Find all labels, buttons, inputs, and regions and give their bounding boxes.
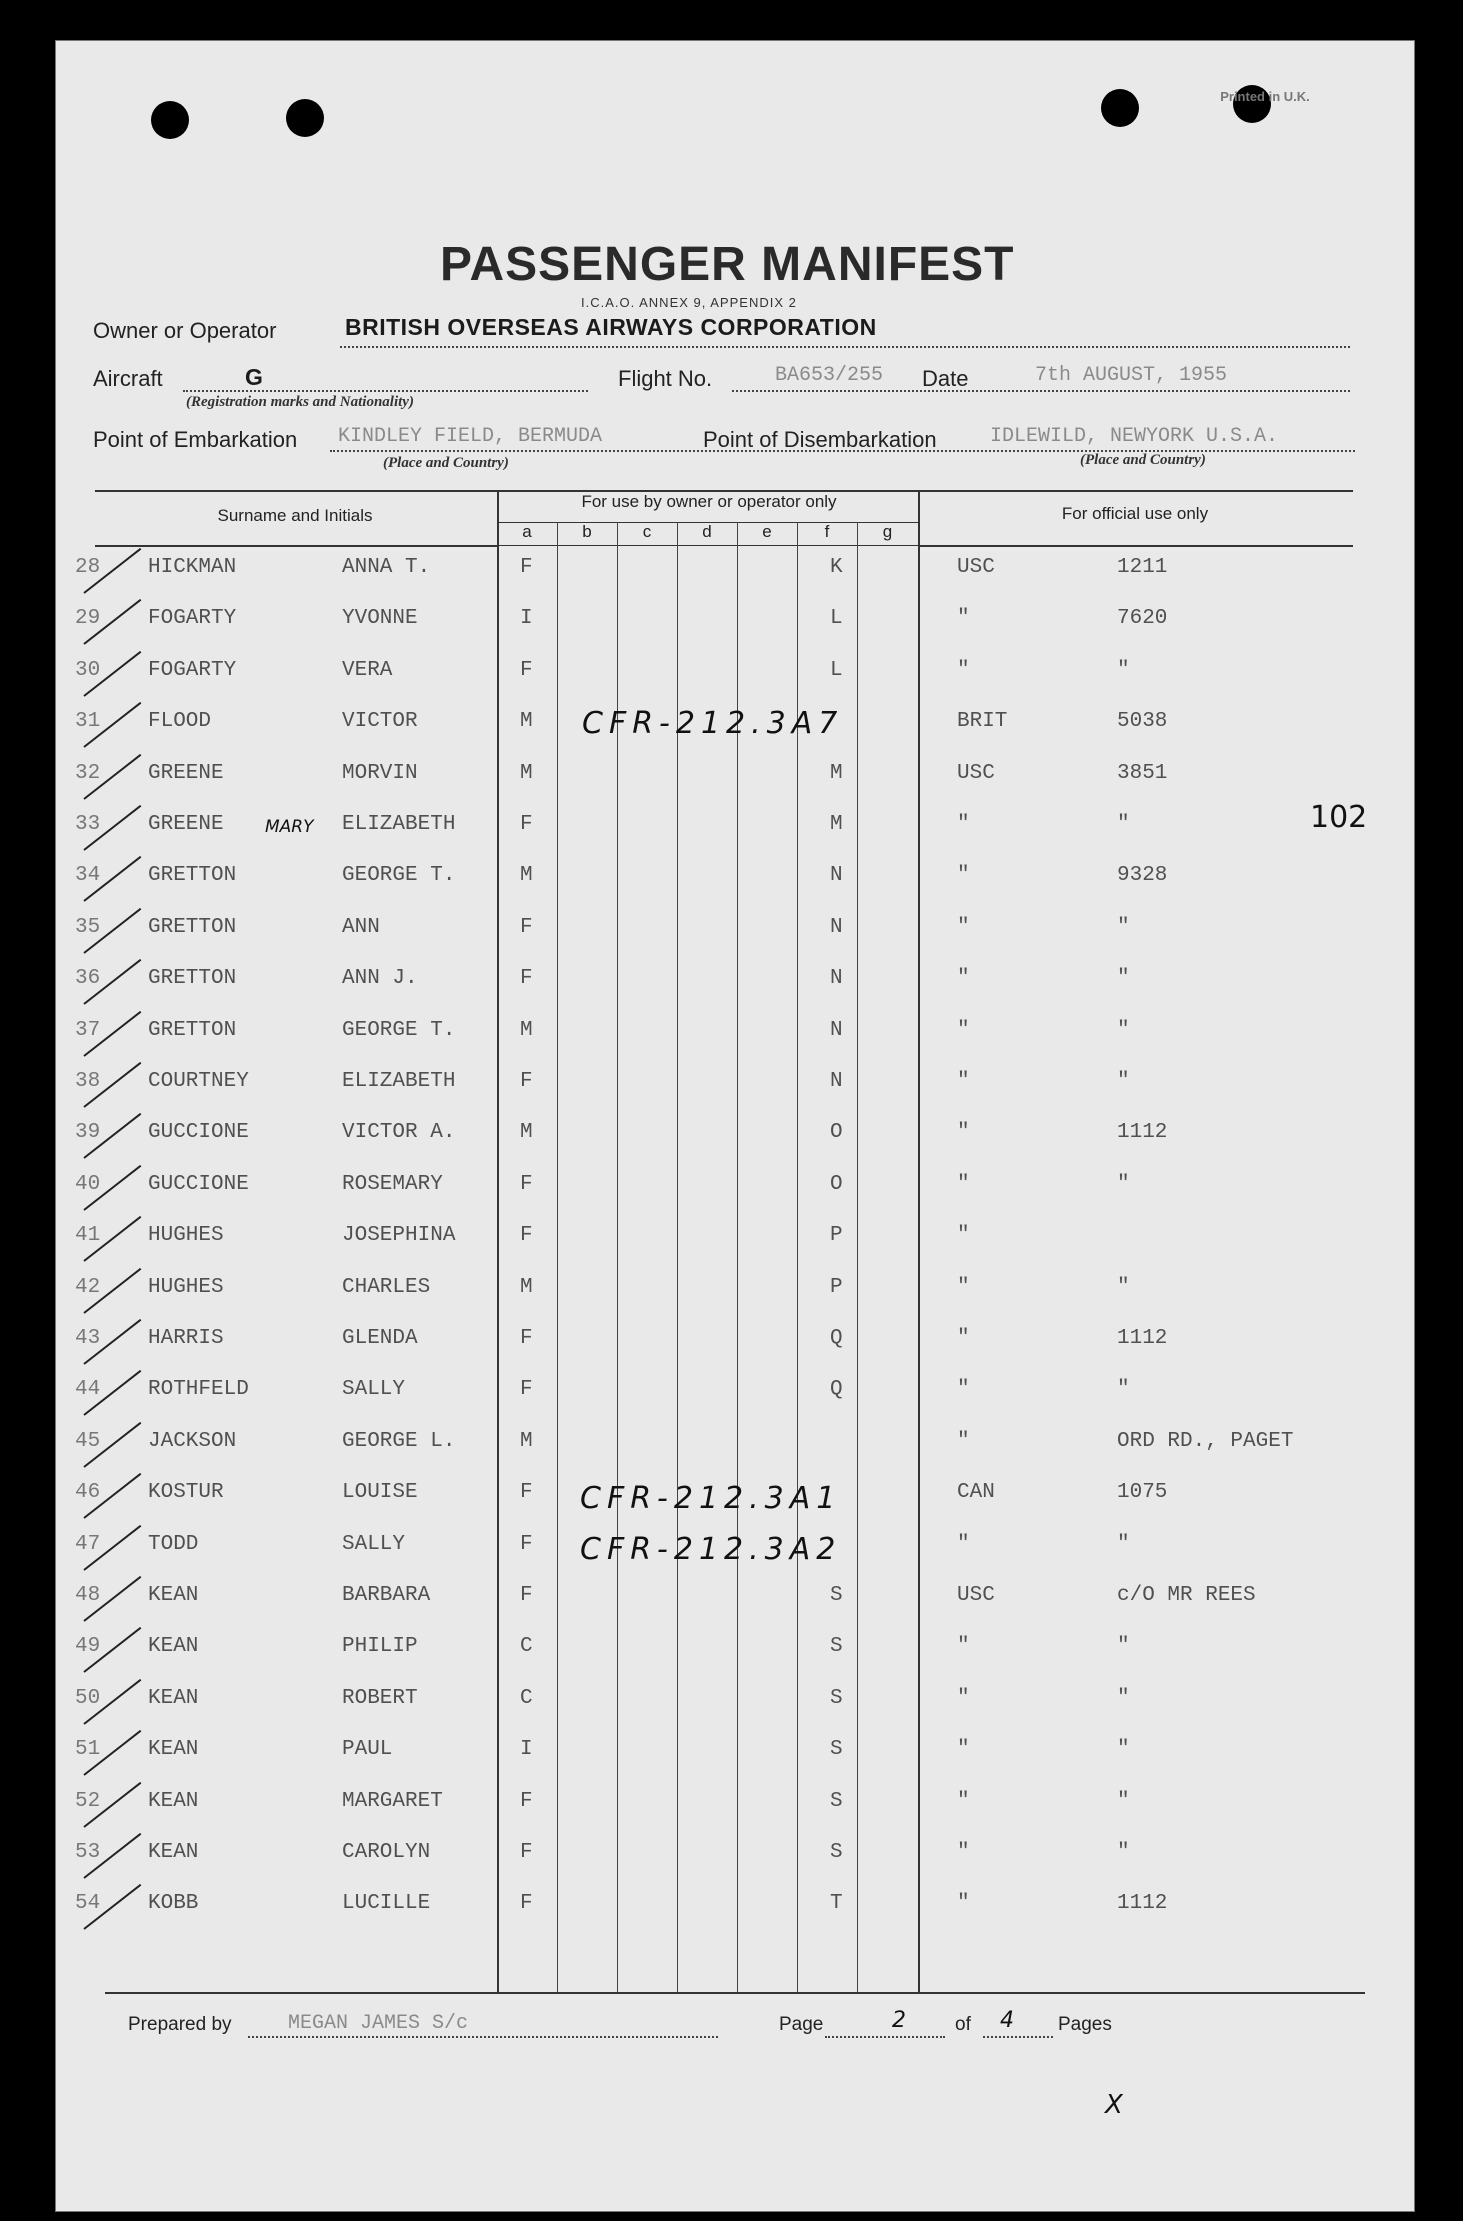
row-surname: GREENE [148,813,224,836]
row-official-2: 9328 [1117,864,1168,887]
row-official-1: USC [957,762,995,785]
row-number: 41 [75,1224,101,1247]
row-official-2: " [1117,916,1130,939]
col-letter-e: e [762,522,772,541]
handwritten-cfr-kostur: CFR-212.3A1 [580,1481,842,1516]
row-official-2: " [1117,1019,1130,1042]
row-number: 48 [75,1584,101,1607]
row-given-name: GEORGE L. [342,1430,456,1453]
row-official-2: " [1117,1070,1130,1093]
row-given-name: SALLY [342,1533,406,1556]
row-number: 47 [75,1533,101,1556]
handwritten-cfr-todd: CFR-212.3A2 [580,1532,842,1567]
row-sex: F [520,967,533,990]
row-surname: GREENE [148,762,224,785]
row-official-1: " [957,1841,970,1864]
row-surname: GRETTON [148,864,237,887]
row-official-1: " [957,1327,970,1350]
row-official-2: " [1117,1790,1130,1813]
row-number: 30 [75,659,101,682]
row-official-2: " [1117,1173,1130,1196]
table-row [0,1635,1463,1686]
table-row [0,1378,1463,1429]
row-given-name: ELIZABETH [342,813,456,836]
row-official-1: " [957,813,970,836]
row-given-name: ANN J. [342,967,418,990]
place-note-1: (Place and Country) [383,455,509,471]
table-row [0,967,1463,1018]
row-number: 29 [75,607,101,630]
embark-label: Point of Embarkation [93,427,298,452]
row-code-f: S [830,1584,843,1607]
owner-value: BRITISH OVERSEAS AIRWAYS CORPORATION [345,314,877,340]
row-given-name: ELIZABETH [342,1070,456,1093]
row-given-name: CHARLES [342,1276,431,1299]
row-official-2: ORD RD., PAGET [1117,1430,1294,1453]
row-sex: F [520,1533,533,1556]
row-given-name: LUCILLE [342,1892,431,1915]
row-sex: C [520,1687,533,1710]
row-number: 37 [75,1019,101,1042]
row-sex: F [520,1327,533,1350]
row-sex: F [520,556,533,579]
row-surname: ROTHFELD [148,1378,249,1401]
row-code-f: K [830,556,843,579]
letters-rule-bottom [497,545,918,546]
table-row [0,1173,1463,1224]
row-sex: M [520,1276,533,1299]
date-value: 7th AUGUST, 1955 [1035,364,1228,387]
row-surname: COURTNEY [148,1070,249,1093]
date-label: Date [922,366,969,391]
row-official-1: BRIT [957,710,1008,733]
row-sex: M [520,762,533,785]
row-official-1: " [957,1738,970,1761]
page-side-number: 102 [1310,800,1368,835]
row-sex: I [520,1738,533,1761]
aircraft-value: G [245,364,264,390]
row-number: 34 [75,864,101,887]
row-number: 33 [75,813,101,836]
row-given-name: GEORGE T. [342,864,456,887]
row-sex: F [520,1841,533,1864]
row-given-name: ROSEMARY [342,1173,443,1196]
row-sex: F [520,1070,533,1093]
row-official-1: " [957,659,970,682]
row-official-2: 3851 [1117,762,1168,785]
row-official-1: " [957,1892,970,1915]
row-number: 36 [75,967,101,990]
punch-hole [151,101,189,139]
row-official-2: " [1117,1378,1130,1401]
handwritten-mary: MARY [265,817,314,837]
row-sex: F [520,1584,533,1607]
row-surname: GUCCIONE [148,1173,249,1196]
row-surname: FOGARTY [148,659,237,682]
row-number: 50 [75,1687,101,1710]
row-given-name: ANNA T. [342,556,431,579]
row-official-2: 7620 [1117,607,1168,630]
row-official-2: " [1117,659,1130,682]
row-surname: GRETTON [148,967,237,990]
table-row [0,1584,1463,1635]
row-code-f: N [830,916,843,939]
row-number: 40 [75,1173,101,1196]
row-official-1: " [957,916,970,939]
row-code-f: L [830,607,843,630]
row-code-f: L [830,659,843,682]
row-given-name: YVONNE [342,607,418,630]
row-official-1: " [957,1430,970,1453]
row-sex: F [520,1481,533,1504]
row-given-name: VERA [342,659,393,682]
table-row [0,556,1463,607]
row-sex: F [520,659,533,682]
disembark-label: Point of Disembarkation [703,427,937,452]
handwritten-x: X [1105,2090,1123,2120]
row-sex: M [520,1019,533,1042]
row-code-f: S [830,1841,843,1864]
row-number: 44 [75,1378,101,1401]
total-line [983,2036,1053,2038]
table-row [0,1790,1463,1841]
table-bottom-rule [105,1992,1365,1994]
page-total: 4 [1000,2008,1014,2033]
col-letter-c: c [642,522,652,541]
row-code-f: O [830,1121,843,1144]
row-number: 46 [75,1481,101,1504]
table-row [0,1841,1463,1892]
row-code-f: M [830,762,843,785]
row-code-f: N [830,864,843,887]
row-number: 49 [75,1635,101,1658]
row-given-name: PHILIP [342,1635,418,1658]
official-use-header: For official use only [1061,504,1209,523]
row-code-f: S [830,1687,843,1710]
row-surname: KEAN [148,1790,199,1813]
row-sex: I [520,607,533,630]
row-official-2: 1112 [1117,1327,1168,1350]
row-number: 54 [75,1892,101,1915]
row-surname: KEAN [148,1687,199,1710]
row-official-2: " [1117,1635,1130,1658]
place-note-2: (Place and Country) [1080,452,1206,468]
table-row [0,1276,1463,1327]
row-number: 42 [75,1276,101,1299]
row-sex: M [520,710,533,733]
row-surname: GRETTON [148,1019,237,1042]
row-official-1: " [957,1019,970,1042]
table-row [0,864,1463,915]
row-official-1: " [957,1378,970,1401]
punch-hole [1101,89,1139,127]
registration-note: (Registration marks and Nationality) [186,394,414,410]
row-given-name: MORVIN [342,762,418,785]
row-sex: F [520,916,533,939]
row-official-1: " [957,1070,970,1093]
table-row [0,916,1463,967]
row-code-f: M [830,813,843,836]
table-row [0,1070,1463,1121]
aircraft-label: Aircraft [93,366,163,391]
row-code-f: T [830,1892,843,1915]
row-official-2: 1075 [1117,1481,1168,1504]
handwritten-cfr-flood: CFR-212.3A7 [582,706,844,741]
row-surname: KEAN [148,1738,199,1761]
row-official-2: " [1117,1533,1130,1556]
punch-hole [286,99,324,137]
row-surname: KOSTUR [148,1481,224,1504]
row-official-2: " [1117,1841,1130,1864]
row-official-2: " [1117,1738,1130,1761]
owner-use-header: For use by owner or operator only [581,492,837,511]
table-row [0,1327,1463,1378]
row-number: 28 [75,556,101,579]
prepared-label: Prepared by [128,2014,232,2035]
row-given-name: GLENDA [342,1327,418,1350]
row-sex: M [520,1121,533,1144]
row-official-1: " [957,1533,970,1556]
row-official-1: " [957,1173,970,1196]
row-surname: GRETTON [148,916,237,939]
row-number: 53 [75,1841,101,1864]
row-code-f: P [830,1276,843,1299]
row-number: 52 [75,1790,101,1813]
row-surname: FOGARTY [148,607,237,630]
table-row [0,813,1463,864]
table-row [0,607,1463,658]
table-row [0,1121,1463,1172]
col-letter-b: b [582,522,592,541]
row-sex: F [520,813,533,836]
row-official-2: " [1117,813,1130,836]
row-code-f: Q [830,1327,843,1350]
row-number: 39 [75,1121,101,1144]
table-row [0,1224,1463,1275]
row-official-1: " [957,1635,970,1658]
row-official-1: " [957,1687,970,1710]
row-given-name: GEORGE T. [342,1019,456,1042]
row-code-f: S [830,1738,843,1761]
row-official-1: " [957,1224,970,1247]
row-code-f: S [830,1790,843,1813]
of-label: of [955,2014,971,2035]
table-row [0,1892,1463,1943]
col-letter-g: g [882,522,893,541]
row-official-1: " [957,967,970,990]
aircraft-line [183,390,588,392]
row-official-1: " [957,1790,970,1813]
row-given-name: LOUISE [342,1481,418,1504]
row-surname: TODD [148,1533,199,1556]
row-sex: F [520,1224,533,1247]
flight-date-line [732,390,1350,392]
page-subtitle: I.C.A.O. ANNEX 9, APPENDIX 2 [581,295,797,310]
row-number: 31 [75,710,101,733]
owner-line [340,346,1350,348]
row-sex: F [520,1892,533,1915]
row-official-1: " [957,1121,970,1144]
row-given-name: PAUL [342,1738,393,1761]
row-given-name: ROBERT [342,1687,418,1710]
row-given-name: VICTOR A. [342,1121,456,1144]
table-row [0,762,1463,813]
row-number: 32 [75,762,101,785]
row-code-f: N [830,1019,843,1042]
row-official-2: 5038 [1117,710,1168,733]
row-official-1: " [957,864,970,887]
row-code-f: N [830,1070,843,1093]
row-given-name: CAROLYN [342,1841,431,1864]
row-official-1: CAN [957,1481,995,1504]
prepared-line [248,2036,718,2038]
owner-label: Owner or Operator [93,318,277,343]
row-code-f: N [830,967,843,990]
row-surname: FLOOD [148,710,212,733]
row-sex: F [520,1378,533,1401]
row-official-2: 1211 [1117,556,1168,579]
row-official-2: 1112 [1117,1121,1168,1144]
row-sex: F [520,1173,533,1196]
row-surname: KEAN [148,1841,199,1864]
row-number: 43 [75,1327,101,1350]
page-label: Page [779,2014,824,2035]
disembark-value: IDLEWILD, NEWYORK U.S.A. [990,425,1279,448]
row-surname: HARRIS [148,1327,224,1350]
row-official-1: USC [957,1584,995,1607]
row-sex: M [520,864,533,887]
row-official-1: " [957,607,970,630]
header-rule-left [95,545,497,547]
col-letter-f: f [824,522,830,541]
header-rule-right [918,545,1353,547]
surname-header: Surname and Initials [217,506,373,525]
printed-note: Printed in U.K. [1220,89,1310,104]
table-row [0,659,1463,710]
table-row [0,1019,1463,1070]
row-surname: HICKMAN [148,556,237,579]
row-code-f: S [830,1635,843,1658]
row-code-f: P [830,1224,843,1247]
col-letter-d: d [702,522,712,541]
row-official-2: " [1117,1687,1130,1710]
row-official-2: c/O MR REES [1117,1584,1256,1607]
row-number: 45 [75,1430,101,1453]
row-surname: HUGHES [148,1276,224,1299]
row-given-name: SALLY [342,1378,406,1401]
row-sex: C [520,1635,533,1658]
row-surname: GUCCIONE [148,1121,249,1144]
row-sex: F [520,1790,533,1813]
page-line [825,2036,945,2038]
row-sex: M [520,1430,533,1453]
page-number: 2 [892,2008,906,2033]
row-number: 35 [75,916,101,939]
embark-value: KINDLEY FIELD, BERMUDA [338,425,603,448]
row-surname: KOBB [148,1892,199,1915]
row-official-2: " [1117,967,1130,990]
col-letter-a: a [522,522,532,541]
prepared-value: MEGAN JAMES S/c [288,2012,469,2035]
flight-label: Flight No. [618,366,713,391]
table-row [0,1738,1463,1789]
row-number: 51 [75,1738,101,1761]
row-surname: KEAN [148,1584,199,1607]
row-code-f: Q [830,1378,843,1401]
row-code-f: O [830,1173,843,1196]
row-official-2: " [1117,1276,1130,1299]
row-official-1: USC [957,556,995,579]
row-given-name: JOSEPHINA [342,1224,456,1247]
row-given-name: ANN [342,916,380,939]
row-given-name: MARGARET [342,1790,443,1813]
row-surname: JACKSON [148,1430,237,1453]
row-official-1: " [957,1276,970,1299]
row-given-name: BARBARA [342,1584,431,1607]
row-given-name: VICTOR [342,710,418,733]
row-number: 38 [75,1070,101,1093]
row-official-2: 1112 [1117,1892,1168,1915]
flight-value: BA653/255 [775,364,884,387]
row-surname: KEAN [148,1635,199,1658]
pages-label: Pages [1058,2014,1112,2035]
table-row [0,1430,1463,1481]
page-title: PASSENGER MANIFEST [440,238,1015,291]
table-row [0,1687,1463,1738]
row-surname: HUGHES [148,1224,224,1247]
